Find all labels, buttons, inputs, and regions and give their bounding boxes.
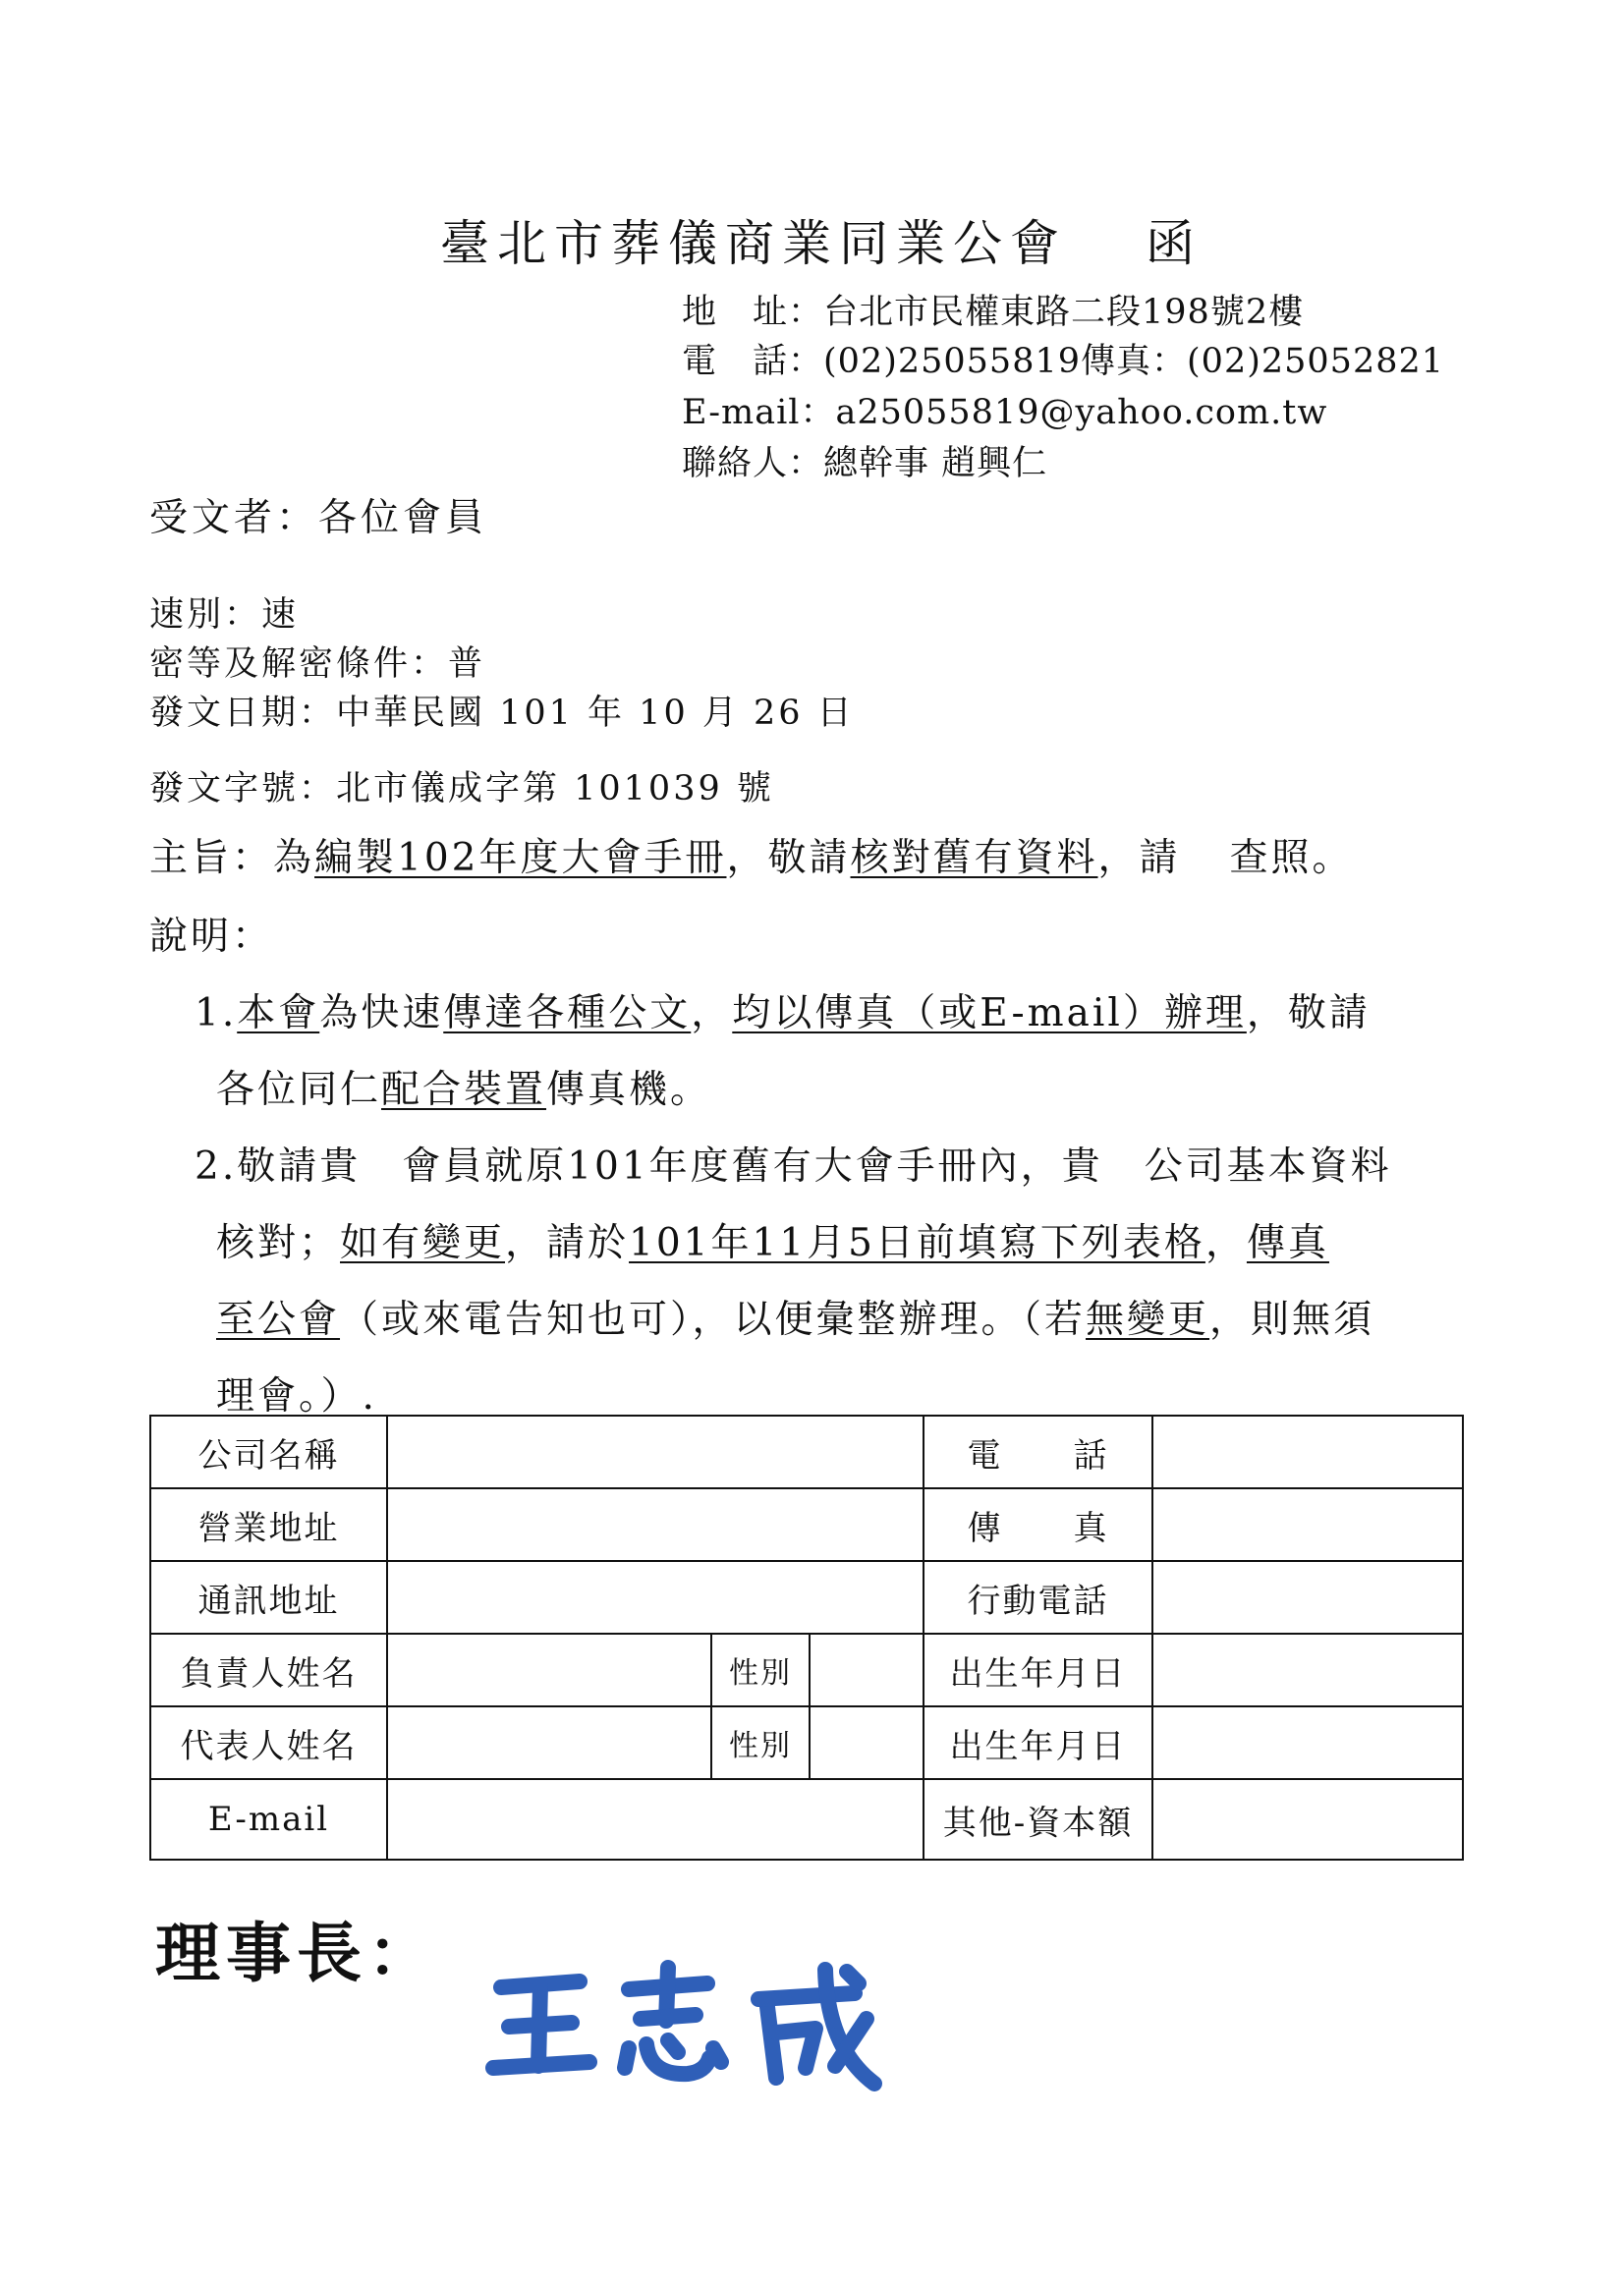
- label-company-name: 公司名稱: [150, 1416, 387, 1488]
- item2-line3: 至公會（或來電告知也可），以便彙整辦理。（若無變更，則無須: [216, 1298, 1375, 1342]
- date-line: 發文日期：中華民國 101 年 10 月 26 日: [149, 694, 855, 733]
- table-row: [150, 1634, 1463, 1706]
- input-rep-birthday[interactable]: [1152, 1706, 1463, 1779]
- signature-stroke: [713, 2048, 721, 2062]
- signature-stroke: [625, 2048, 629, 2068]
- input-owner-gender[interactable]: [810, 1634, 924, 1706]
- chairman-signature-stamp: [481, 1950, 894, 2097]
- member-info-form: [149, 1415, 1464, 1861]
- label-phone: 電 話: [924, 1416, 1152, 1488]
- signature-stroke: [509, 2023, 572, 2027]
- input-owner-name[interactable]: [387, 1634, 711, 1706]
- label-owner-name: 負責人姓名: [150, 1634, 387, 1706]
- table-row: [150, 1779, 1463, 1860]
- contact-line: 聯絡人：總幹事 趙興仁: [682, 444, 1048, 483]
- label-mobile: 行動電話: [924, 1561, 1152, 1634]
- signature-stroke: [758, 1993, 855, 1999]
- speed-line: 速別：速: [149, 595, 300, 635]
- item1-line2: 各位同仁配合裝置傳真機。: [216, 1068, 712, 1112]
- item2-line2: 核對；如有變更，請於101年11月5日前填寫下列表格，傳真: [216, 1221, 1329, 1265]
- item1-line1: 1.本會為快速傳達各種公文，均以傳真（或E-mail）辦理，敬請: [195, 991, 1371, 1035]
- input-email[interactable]: [387, 1779, 924, 1860]
- table-row: [150, 1706, 1463, 1779]
- input-mailing-address[interactable]: [387, 1561, 924, 1634]
- subject-line: 主旨：為編製102年度大會手冊，敬請核對舊有資料，請 查照。: [149, 836, 1354, 880]
- input-owner-birthday[interactable]: [1152, 1634, 1463, 1706]
- explanation-label: 說明：: [149, 915, 274, 959]
- address-line: 地 址：台北市民權東路二段198號2樓: [682, 293, 1305, 332]
- label-rep-name: 代表人姓名: [150, 1706, 387, 1779]
- org-name: 臺北市葬儀商業同業公會: [440, 215, 1067, 272]
- phone-line: 電 話：(02)25055819傳真：(02)25052821: [682, 342, 1445, 381]
- input-mobile[interactable]: [1152, 1561, 1463, 1634]
- security-line: 密等及解密條件：普: [149, 644, 486, 684]
- label-mailing-address: 通訊地址: [150, 1561, 387, 1634]
- document-title: [440, 204, 1203, 275]
- label-email: E-mail: [150, 1779, 387, 1860]
- input-business-address[interactable]: [387, 1488, 924, 1561]
- item2-line4: 理會。）.: [216, 1374, 377, 1419]
- signature-stroke: [668, 2040, 678, 2052]
- input-fax[interactable]: [1152, 1488, 1463, 1561]
- doc-type: 函: [1146, 215, 1203, 272]
- label-rep-gender: 性別: [711, 1706, 810, 1779]
- doc-number-line: 發文字號：北市儀成字第 101039 號: [149, 769, 774, 808]
- input-company-name[interactable]: [387, 1416, 924, 1488]
- label-owner-birthday: 出生年月日: [924, 1634, 1152, 1706]
- table-row: [150, 1561, 1463, 1634]
- input-phone[interactable]: [1152, 1416, 1463, 1488]
- table-row: [150, 1416, 1463, 1488]
- input-capital[interactable]: [1152, 1779, 1463, 1860]
- label-business-address: 營業地址: [150, 1488, 387, 1561]
- item2-line1: 2.敬請貴 會員就原101年度舊有大會手冊內，貴 公司基本資料: [195, 1144, 1392, 1189]
- recipient-line: 受文者：各位會員: [149, 496, 488, 540]
- label-capital: 其他-資本額: [924, 1779, 1152, 1860]
- label-rep-birthday: 出生年月日: [924, 1706, 1152, 1779]
- label-fax: 傳 真: [924, 1488, 1152, 1561]
- signature-stroke: [493, 2062, 589, 2068]
- chairman-label: 理事長：: [155, 1916, 438, 1991]
- table-row: [150, 1488, 1463, 1561]
- input-rep-name[interactable]: [387, 1706, 711, 1779]
- label-owner-gender: 性別: [711, 1634, 810, 1706]
- input-rep-gender[interactable]: [810, 1706, 924, 1779]
- signature-stroke: [847, 1972, 859, 1983]
- email-line: E-mail：a25055819@yahoo.com.tw: [682, 393, 1328, 432]
- signature-stroke: [641, 2015, 696, 2019]
